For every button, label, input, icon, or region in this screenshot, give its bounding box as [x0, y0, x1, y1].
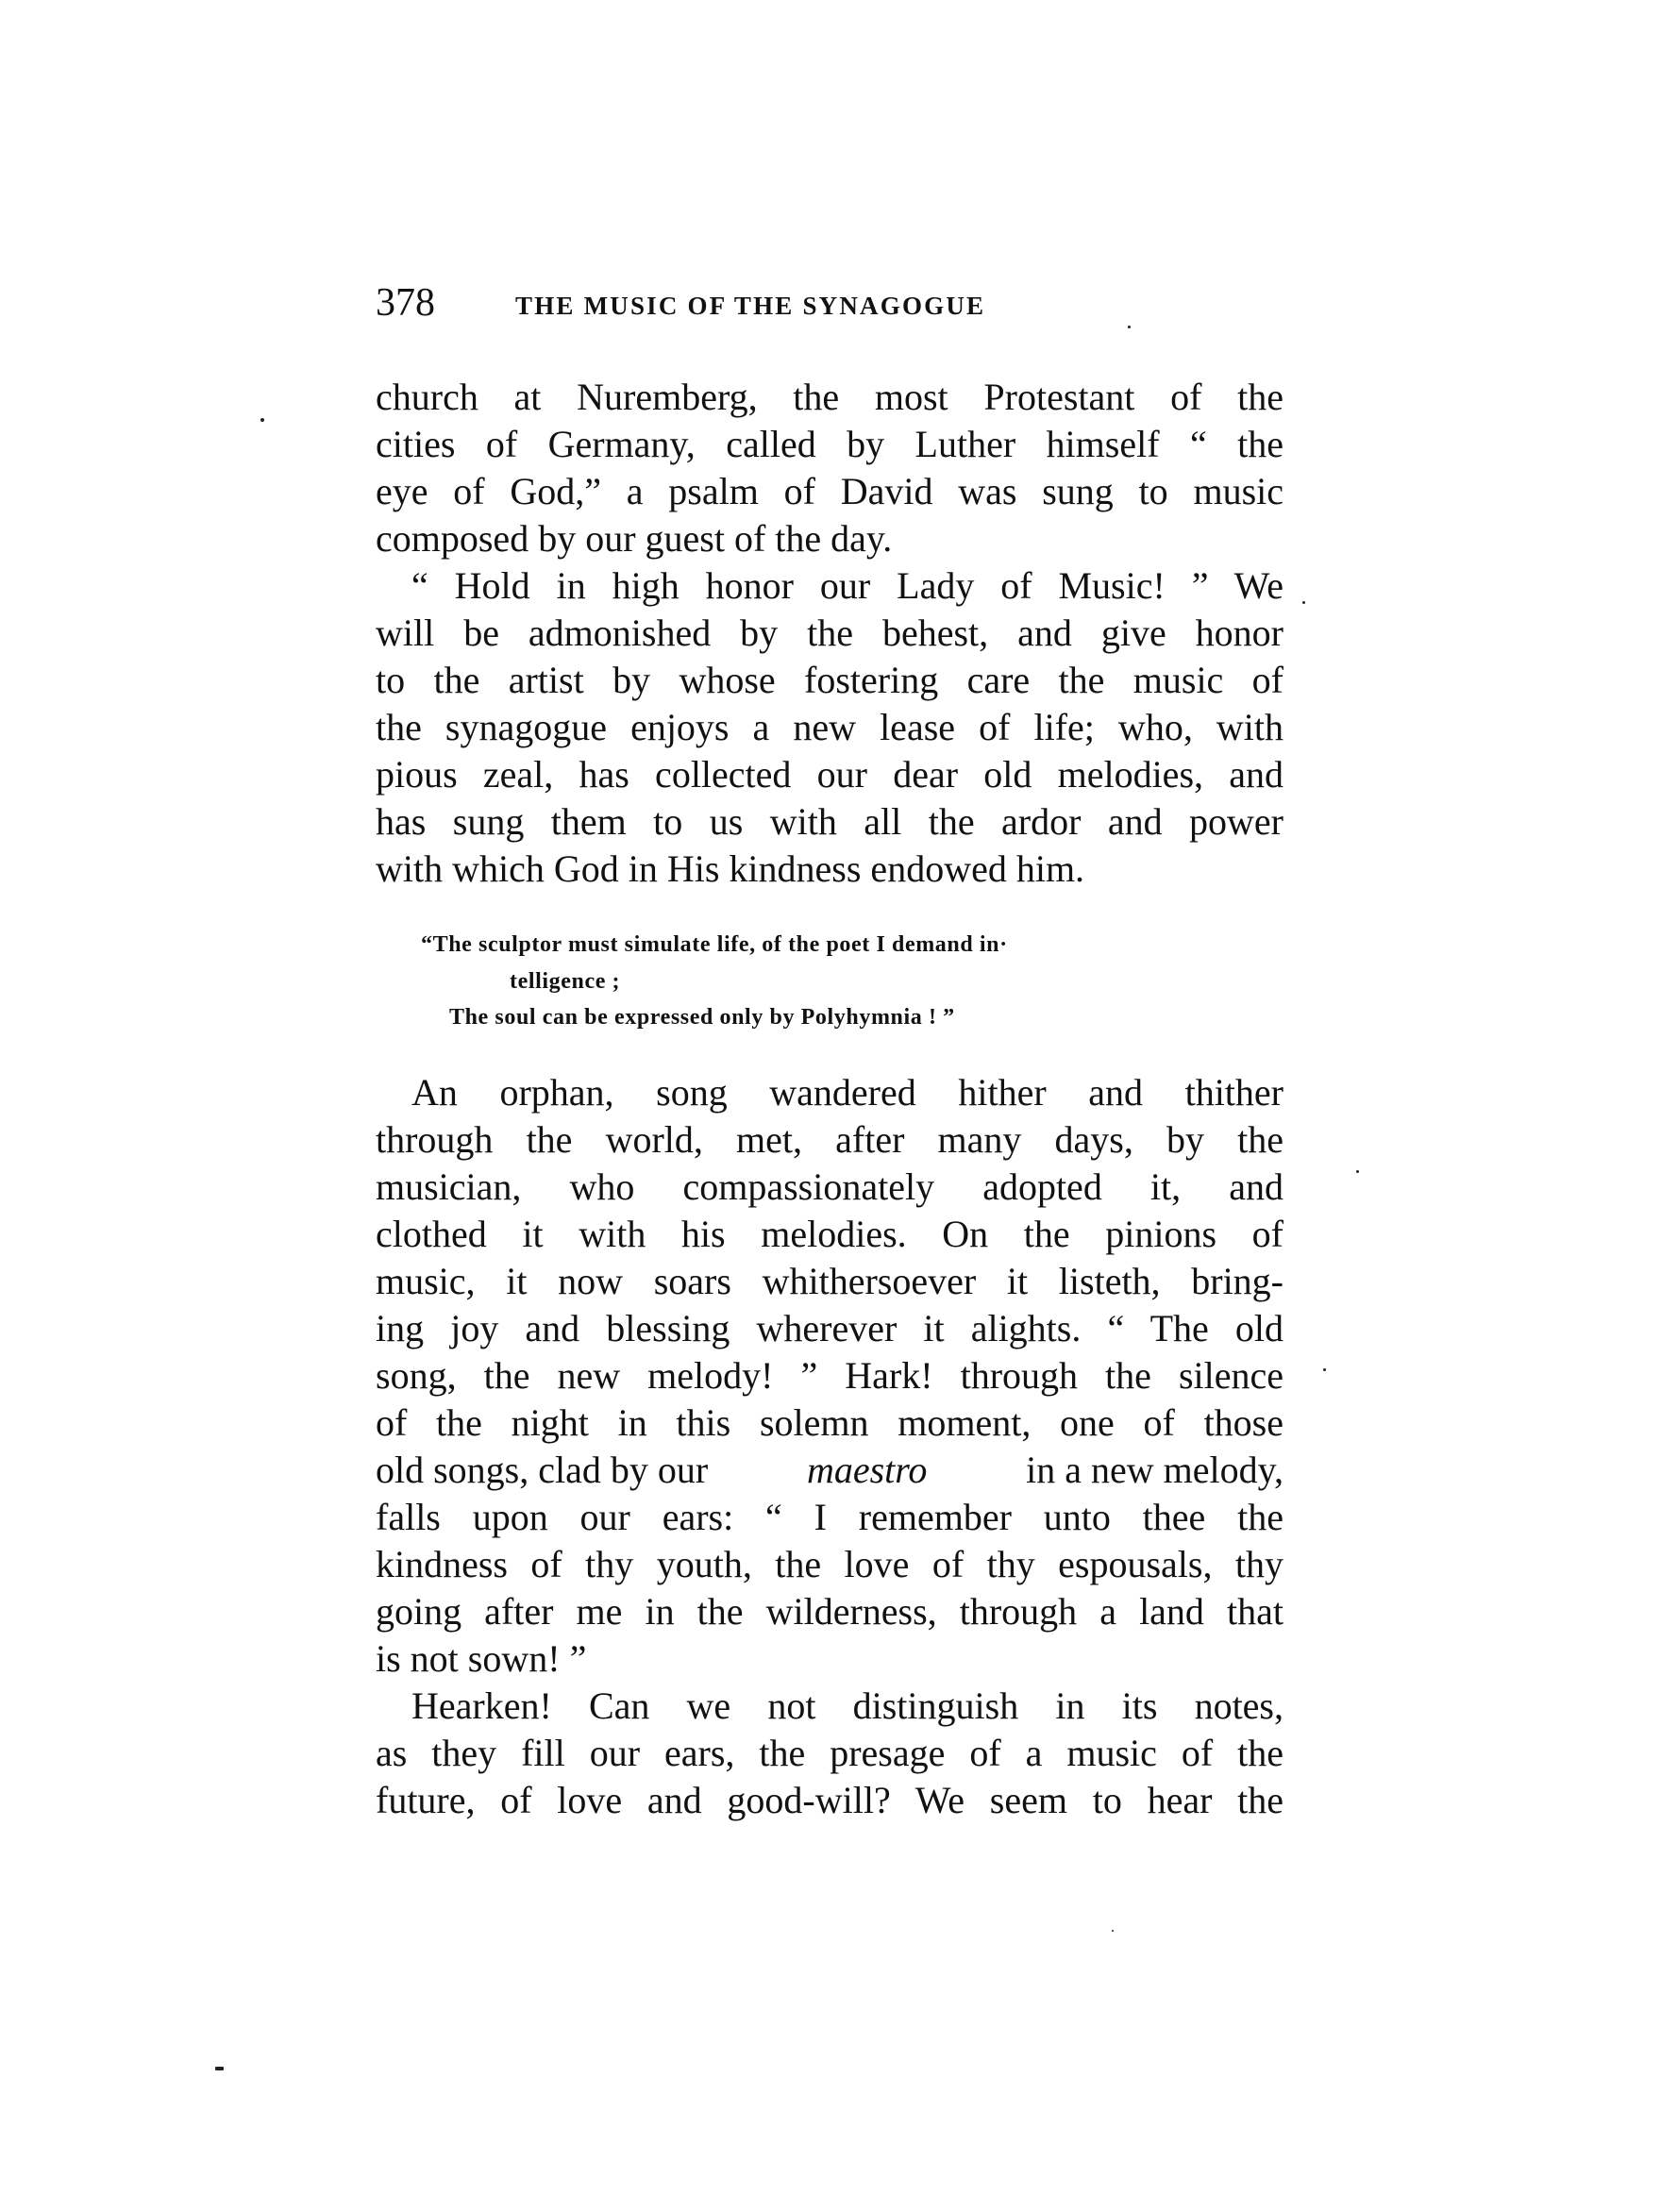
paragraph-2-line: has sung them to us with all the ardor and power [376, 800, 1284, 843]
italic-word-maestro: maestro [806, 1449, 928, 1491]
paragraph-3-line: ing joy and blessing wherever it alights. “ The old [376, 1307, 1284, 1349]
paragraph-3-line: through the world, met, after many days, by the [376, 1118, 1284, 1161]
paragraph-2-line: with which God in His kindness endowed him. [376, 847, 1085, 890]
line-segment: in a new melody, [1026, 1449, 1284, 1491]
verse-line: The soul can be expressed only by Polyhymnia ! ” [449, 1005, 955, 1030]
paragraph-2-line: pious zeal, has collected our dear old melodies, and [376, 753, 1284, 796]
paragraph-4-line: Hearken! Can we not distinguish in its notes, [411, 1684, 1284, 1727]
scan-speck [1356, 1170, 1359, 1173]
paragraph-3-line: of the night in this solemn moment, one of those [376, 1401, 1284, 1444]
paragraph-4-line: future, of love and good-will? We seem to hear the [376, 1779, 1284, 1821]
scan-speck [260, 418, 264, 422]
paragraph-3-line-with-italic [376, 1447, 1284, 1494]
paragraph-1-line: composed by our guest of the day. [376, 517, 893, 560]
paragraph-3-line: An orphan, song wandered hither and thither [411, 1071, 1284, 1114]
paragraph-1-line: church at Nuremberg, the most Protestant of the [376, 376, 1284, 418]
paragraph-1-line: eye of God,” a psalm of David was sung to music [376, 470, 1284, 512]
verse-line: telligence ; [510, 969, 621, 994]
paragraph-4-line: as they fill our ears, the presage of a music of the [376, 1732, 1284, 1774]
paragraph-2-line: the synagogue enjoys a new lease of life; who, with [376, 706, 1284, 748]
scan-speck [1128, 326, 1131, 328]
scan-speck [1323, 1368, 1326, 1371]
scan-speck [215, 2067, 224, 2070]
paragraph-3-line: clothed it with his melodies. On the pinions of [376, 1213, 1284, 1255]
paragraph-3-line: is not sown! ” [376, 1637, 587, 1680]
paragraph-3-line: kindness of thy youth, the love of thy espousals, thy [376, 1543, 1284, 1585]
line-segment: old songs, clad by our [376, 1449, 709, 1491]
running-head-title: THE MUSIC OF THE SYNAGOGUE [515, 292, 986, 320]
paragraph-3-line: music, it now soars whithersoever it listeth, bring- [376, 1260, 1284, 1302]
running-head [376, 279, 1282, 327]
paragraph-2-line: to the artist by whose fostering care the music of [376, 659, 1284, 701]
page-number: 378 [376, 281, 435, 325]
paragraph-3-line: song, the new melody! ” Hark! through the silence [376, 1354, 1284, 1397]
paragraph-3-line: falls upon our ears: “ I remember unto thee the [376, 1496, 1284, 1538]
verse-line: “The sculptor must simulate life, of the poet I demand in· [421, 932, 1008, 957]
scan-speck [1112, 1930, 1114, 1932]
scan-speck [1302, 601, 1305, 604]
paragraph-1-line: cities of Germany, called by Luther himself “ the [376, 423, 1284, 465]
paragraph-2-line: will be admonished by the behest, and give honor [376, 612, 1284, 654]
paragraph-3-line: musician, who compassionately adopted it, and [376, 1165, 1284, 1208]
paragraph-3-line: going after me in the wilderness, through a land that [376, 1590, 1284, 1633]
paragraph-2-line: “ Hold in high honor our Lady of Music! ” We [411, 564, 1284, 607]
